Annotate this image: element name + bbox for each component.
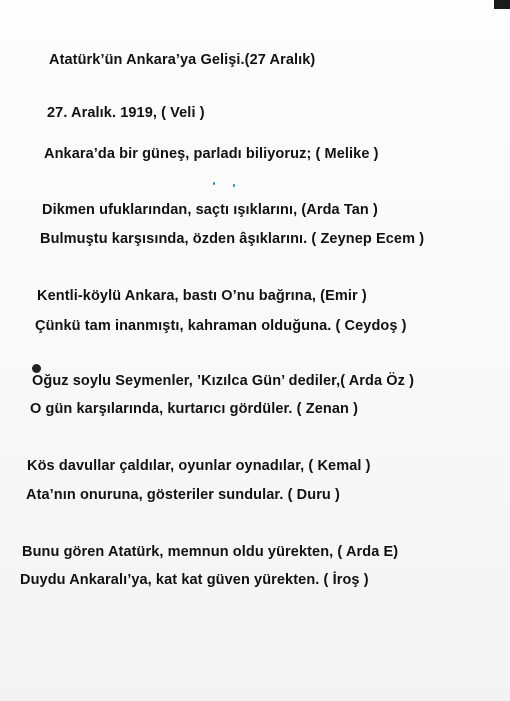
poem-line-6: Çünkü tam inanmıştı, kahraman olduğuna. ( Ceydoş )	[35, 318, 407, 334]
poem-line-3: Dikmen ufuklarından, saçtı ışıklarını, (Arda Tan )	[42, 202, 378, 218]
poem-line-9: Kös davullar çaldılar, oyunlar oynadılar, ( Kemal )	[27, 458, 371, 474]
poem-title: Atatürk’ün Ankara’ya Gelişi.(27 Aralık)	[49, 52, 316, 68]
scan-speck	[233, 184, 235, 187]
poem-line-8: O gün karşılarında, kurtarıcı gördüler. ( Zenan )	[30, 401, 358, 417]
poem-line-5: Kentli-köylü Ankara, bastı O’nu bağrına, (Emir )	[37, 288, 367, 304]
scan-speck	[213, 182, 215, 185]
poem-line-2: Ankara’da bir güneş, parladı biliyoruz; ( Melike )	[44, 146, 379, 162]
poem-line-10: Ata’nın onuruna, gösteriler sundular. ( Duru )	[26, 487, 340, 503]
poem-line-1: 27. Aralık. 1919, ( Veli )	[47, 105, 205, 121]
poem-line-7: Oğuz soylu Seymenler, ’Kızılca Gün’ dediler,( Arda Öz )	[32, 373, 415, 389]
poem-line-12: Duydu Ankaralı’ya, kat kat güven yürekten. ( İroş )	[20, 572, 369, 588]
poem-line-4: Bulmuştu karşısında, özden âşıklarını. ( Zeynep Ecem )	[40, 231, 425, 247]
poem-line-11: Bunu gören Atatürk, memnun oldu yürekten, ( Arda E)	[22, 544, 399, 560]
scan-corner-mark	[494, 0, 510, 9]
